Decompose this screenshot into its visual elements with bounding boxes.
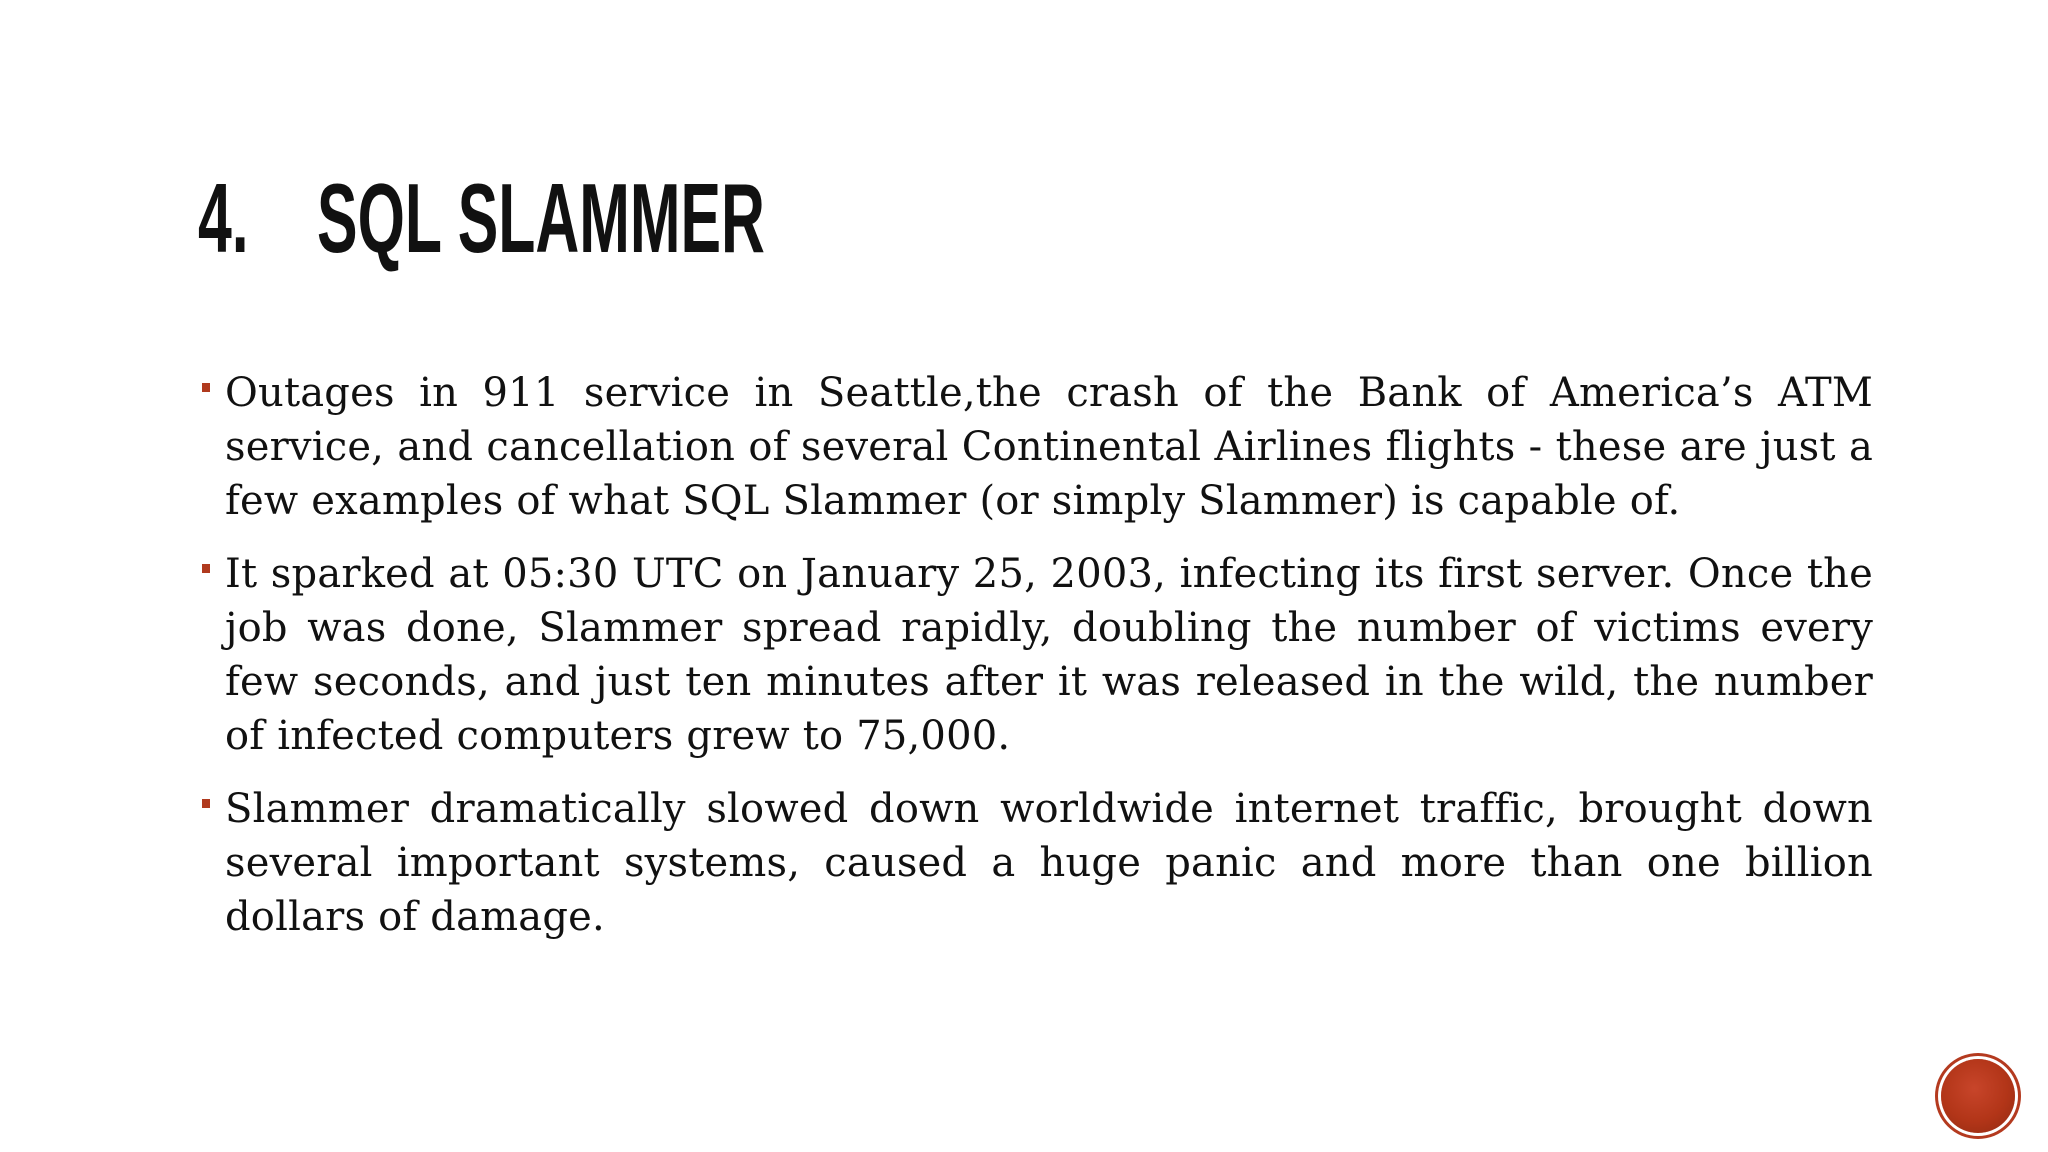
bullet-item (198, 547, 1873, 763)
square-bullet-icon (202, 564, 210, 573)
slide-title-number: 4. (198, 163, 249, 273)
bullet-item (198, 366, 1873, 528)
bullet-text: It sparked at 05:30 UTC on January 25, 2003, infecting its first server. Once the job was done, Slammer spread rapidly, doubling the number of victims every few seconds, and just ten minutes after it was released in the wild, the number of infected computers grew to 75,000. (225, 551, 1873, 759)
bullet-text: Slammer dramatically slowed down worldwide internet traffic, brought down several important systems, caused a huge panic and more than one billion dollars of damage. (225, 786, 1873, 940)
bullet-text: Outages in 911 service in Seattle,the crash of the Bank of America’s ATM service, and cancellation of several Continental Airlines flights - these are just a few examples of what SQL Slammer (or simply Slammer) is capable of. (225, 370, 1873, 524)
bullet-list (198, 366, 1873, 963)
slide-badge-circle (1941, 1059, 2015, 1133)
slide-title (198, 158, 765, 278)
square-bullet-icon (202, 799, 210, 808)
square-bullet-icon (202, 383, 210, 392)
slide-title-text: SQL SLAMMER (317, 163, 765, 273)
bullet-item (198, 782, 1873, 944)
